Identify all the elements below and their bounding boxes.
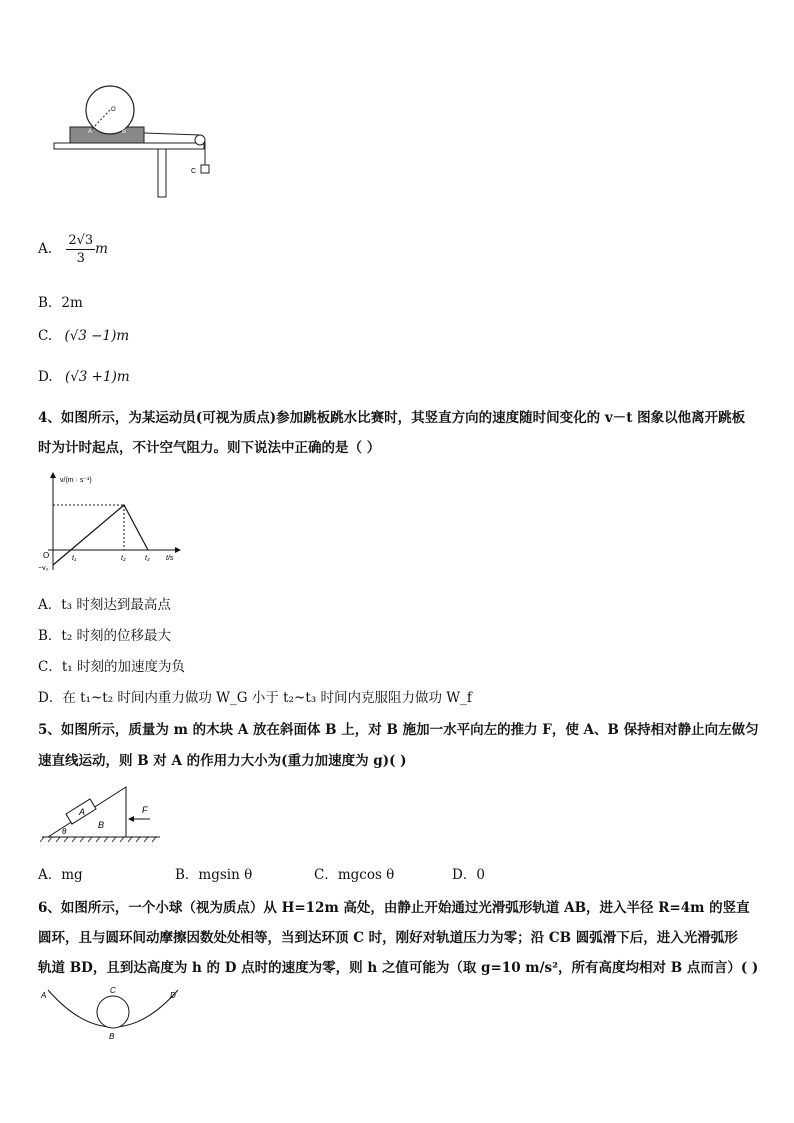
fig-label-b: B [122,129,127,135]
fig-label-f: F [142,805,148,815]
graph-neg-v0: −v₀ [38,565,49,572]
graph-ylabel: v/(m · s⁻¹) [60,477,92,484]
loop [97,996,129,1028]
q5-option-a: A．mg [38,867,83,883]
q5-incline-figure [40,782,170,844]
q5-stem-line1: 5、如图所示，质量为 m 的木块 A 放在斜面体 B 上，对 B 施加一水平向左的推力 F，使 A、B 保持相对静止向左做匀 [38,722,759,738]
q3-option-a-unit: m [95,241,108,257]
graph-t1: t₁ [72,555,77,562]
q4-option-c: C．t₁ 时刻的加速度为负 [38,659,185,675]
graph-t2: t₂ [121,555,126,562]
table-leg [158,149,166,197]
q4-option-d: D．在 t₁~t₂ 时间内重力做功 W_G 小于 t₂~t₃ 时间内克服阻力做功 W_f [38,690,472,706]
q3-option-d [38,369,130,385]
q3-option-a-fraction [66,234,95,265]
q3-option-d-expr: (√3 +1)m [64,369,130,385]
q4-option-a: A．t₃ 时刻达到最高点 [38,597,171,613]
fig-label-a: A [88,129,93,135]
q3-option-a-numerator: 2√3 [68,233,94,248]
pulley [195,135,205,145]
q3-option-a [38,234,108,265]
q4-vt-graph [38,470,188,580]
q3-option-b: B．2m [38,295,83,311]
graph-origin: O [43,551,50,560]
q5-option-b: B．mgsin θ [175,867,253,883]
q3-option-c [38,328,129,344]
q3-option-c-expr: (√3 −1)m [64,328,130,344]
fig-label-a: A [41,991,47,1000]
fig-label-b: B [109,1032,115,1041]
fig-label-c: C [191,168,197,175]
graph-t3: t₃ [145,555,150,562]
q3-option-a-letter: A. [38,241,53,257]
q3-option-c-letter: C. [38,328,53,344]
q5-option-d: D．0 [452,867,485,883]
q3-option-a-denominator: 3 [76,251,85,266]
q5-stem-line2: 速直线运动，则 B 对 A 的作用力大小为(重力加速度为 g)( ) [38,753,407,769]
fig-label-b: B [98,820,105,830]
fig-label-a: A [79,807,86,817]
q5-option-c: C．mgcos θ [314,867,395,883]
fig-label-o: O [111,107,116,113]
q3-figure [50,85,220,200]
q4-stem-line2: 时为计时起点，不计空气阻力。则下说法中正确的是（ ） [38,440,381,456]
q6-stem-line1: 6、如图所示，一个小球（视为质点）从 H=12m 高处，由静止开始通过光滑弧形轨道 AB，进入半径 R=4m 的竖直 [38,900,750,916]
fig-label-d: D [170,991,176,1000]
table-top [54,143,204,149]
fig-label-c: C [110,986,116,995]
fig-label-theta: θ [62,827,67,836]
block-c [201,165,209,173]
q6-stem-line2: 圆环，且与圆环间动摩擦因数处处相等，当到达环顶 C 时，刚好对轨道压力为零；沿 CB 圆弧滑下后，进入光滑弧形 [38,930,738,946]
graph-xlabel: t/s [166,555,174,562]
q6-stem-line3: 轨道 BD，且到达高度为 h 的 D 点时的速度为零，则 h 之值可能为（取 g=10 m/s²，所有高度均相对 B 点而言）( ) [38,960,759,976]
string [144,133,200,135]
q4-option-b: B．t₂ 时刻的位移最大 [38,628,172,644]
q3-option-d-letter: D. [38,369,53,385]
q6-track-figure [38,984,188,1044]
vt-line [53,505,148,565]
q4-stem-line1: 4、如图所示，为某运动员(可视为质点)参加跳板跳水比赛时，其竖直方向的速度随时间变化的 v－t 图象以他离开跳板 [38,410,746,426]
